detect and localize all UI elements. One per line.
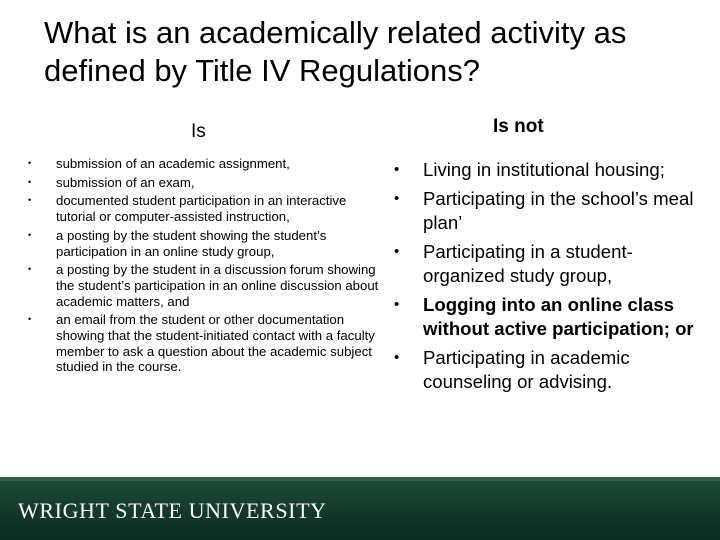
bullet-icon: • xyxy=(394,348,400,366)
bullet-icon: • xyxy=(394,295,400,313)
university-logo: WRIGHT STATE UNIVERSITY xyxy=(18,498,327,523)
is-column-heading: Is xyxy=(191,121,206,142)
bullet-icon: • xyxy=(28,176,32,187)
list-item: • an email from the student or other documentation showing that the student-initiated contact with a faculty member to ask a question about the academic subject studied in the course. xyxy=(28,312,375,375)
list-item: • Participating in a student-organized study group, xyxy=(394,240,633,286)
list-item: • a posting by the student in a discussion forum showing the student’s participation in an online discussion about academic matters, and xyxy=(28,262,379,309)
list-item: • Logging into an online class without active participation; or xyxy=(394,293,694,339)
bullet-icon: • xyxy=(28,264,32,275)
bullet-icon: • xyxy=(28,314,32,325)
list-item: • Participating in the school’s meal plan’ xyxy=(394,187,694,233)
slide-title: What is an academically related activity as defined by Title IV Regulations? xyxy=(44,15,627,88)
list-item: • documented student participation in an interactive tutorial or computer-assisted instruction, xyxy=(28,193,347,225)
is-not-list xyxy=(394,158,704,399)
bullet-icon: • xyxy=(28,158,32,168)
list-item: • submission of an exam, xyxy=(28,174,195,190)
list-item: • Living in institutional housing; xyxy=(394,158,704,182)
bullet-icon: • xyxy=(394,161,400,178)
list-item: • Participating in academic counseling or advising. xyxy=(394,346,630,392)
is-not-column-heading: Is not xyxy=(493,116,544,137)
is-list xyxy=(28,156,388,378)
list-item: • a posting by the student showing the student’s participation in an online study group, xyxy=(28,227,327,259)
bullet-icon: • xyxy=(394,189,400,207)
bullet-icon: • xyxy=(394,242,400,260)
bullet-icon: • xyxy=(28,195,32,206)
bullet-icon: • xyxy=(28,229,32,240)
list-item: • submission of an academic assignment, xyxy=(28,156,290,171)
